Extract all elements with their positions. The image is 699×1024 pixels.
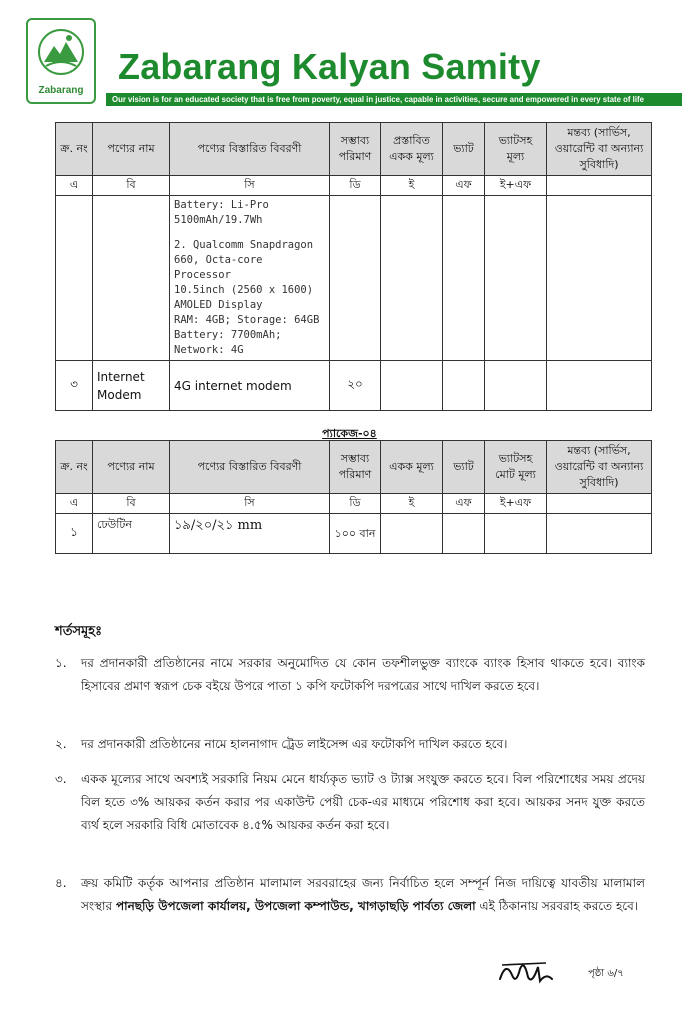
header-cell: একক মূল্য bbox=[381, 441, 443, 494]
code-cell: সি bbox=[170, 176, 330, 196]
product-name-cell: Internet Modem bbox=[93, 361, 170, 411]
header-cell: পণ্যের নাম bbox=[93, 441, 170, 494]
header-cell: মন্তব্য (সার্ভিস, ওয়ারেন্টি বা অন্যান্য সুবিধাদি) bbox=[547, 441, 652, 494]
condition-item bbox=[55, 768, 645, 837]
code-cell: ডি bbox=[330, 176, 381, 196]
condition-item bbox=[55, 733, 645, 756]
code-cell: বি bbox=[93, 176, 170, 196]
header-cell: মন্তব্য (সার্ভিস, ওয়ারেন্টি বা অন্যান্য সুবিধাদি) bbox=[547, 123, 652, 176]
code-cell bbox=[547, 494, 652, 514]
quantity-cell: ২০ bbox=[330, 361, 381, 411]
header-cell: পণ্যের বিস্তারিত বিবরণী bbox=[170, 441, 330, 494]
logo-emblem-icon bbox=[36, 26, 86, 84]
code-cell: ই bbox=[381, 494, 443, 514]
conditions-title: শর্তসমূহঃ bbox=[55, 624, 103, 639]
condition-number: ৩. bbox=[55, 772, 67, 786]
vision-banner: Our vision is for an educated society that is free from poverty, equal in justice, capable in activities, secure and empowered in every state of life bbox=[106, 93, 682, 106]
code-cell: ই+এফ bbox=[485, 494, 547, 514]
code-cell: এফ bbox=[443, 176, 485, 196]
header-cell: ভ্যাটসহ মূল্য bbox=[485, 123, 547, 176]
serial-cell: ৩ bbox=[56, 361, 93, 411]
signature-icon bbox=[496, 955, 556, 991]
table-row bbox=[56, 361, 652, 411]
package-title: প্যাকেজ-০৪ bbox=[322, 427, 377, 440]
table-row bbox=[56, 196, 652, 361]
header-cell: ক্র. নং bbox=[56, 441, 93, 494]
condition-text: একক মূল্যের সাথে অবশ্যই সরকারি নিয়ম মেনে ধার্য্যকৃত ভ্যাট ও ট্যাক্স সংযুক্ত করতে হবে। বিল পরিশোধের সময় প্রদেয় বিল হতে ৩% আয়কর কর্তন করার পর একাউন্ট পেয়ী চেক-এর মাধ্যমে পরিশোধ করা হবে। আয়কর সনদ যুক্ত করতে ব্যর্থ হলে সরকারি বিধি মোতাবেক ৪.৫% আয়কর কর্তন করা হবে। bbox=[81, 772, 645, 832]
table-header-row bbox=[56, 441, 652, 494]
header-cell: প্রস্তাবিত একক মূল্য bbox=[381, 123, 443, 176]
condition-text: দর প্রদানকারী প্রতিষ্ঠানের নামে হালনাগাদ ট্রেড লাইসেন্স এর ফটোকপি দাখিল করতে হবে। bbox=[81, 737, 508, 751]
page-number: পৃষ্ঠা ৬/৭ bbox=[588, 968, 624, 979]
serial-cell: ১ bbox=[56, 514, 93, 554]
product-description-cell: 4G internet modem bbox=[170, 361, 330, 411]
quantity-cell: ১০০ বান bbox=[330, 514, 381, 554]
table-header-row bbox=[56, 123, 652, 176]
header-cell: পণ্যের বিস্তারিত বিবরণী bbox=[170, 123, 330, 176]
spec-description-cell bbox=[170, 196, 330, 361]
code-cell: ই bbox=[381, 176, 443, 196]
header-cell: ভ্যাট bbox=[443, 441, 485, 494]
header-cell: সম্ভাব্য পরিমাণ bbox=[330, 441, 381, 494]
delivery-address: পানছড়ি উপজেলা কার্যালয়, উপজেলা কম্পাউন্ড, খাগড়াছড়ি পার্বত্য জেলা bbox=[115, 899, 476, 913]
condition-text: ক্রয় কমিটি কর্তৃক আপনার প্রতিষ্ঠান মালামাল সরবরাহের জন্য নির্বাচিত হলে সম্পূর্ন নিজ দায়িত্বে যাবতীয় মালামাল সংস্থার পানছড়ি উপজেলা কার্যালয়, উপজেলা কম্পাউন্ড, খাগড়াছড়ি পার্বত্য জেলা এই ঠিকানায় সরবরাহ করতে হবে। bbox=[81, 876, 645, 913]
package-04-table bbox=[55, 440, 652, 554]
condition-number: ১. bbox=[55, 656, 67, 670]
column-code-row bbox=[56, 494, 652, 514]
condition-item bbox=[55, 872, 645, 918]
code-cell bbox=[547, 176, 652, 196]
organization-logo bbox=[26, 18, 96, 104]
header-cell: পণ্যের নাম bbox=[93, 123, 170, 176]
code-cell: বি bbox=[93, 494, 170, 514]
logo-label: Zabarang bbox=[38, 85, 84, 96]
code-cell: ই+এফ bbox=[485, 176, 547, 196]
code-cell: এফ bbox=[443, 494, 485, 514]
condition-number: ৪. bbox=[55, 876, 67, 890]
header-cell: ভ্যাট bbox=[443, 123, 485, 176]
code-cell: এ bbox=[56, 494, 93, 514]
product-name-cell: ঢেউটিন bbox=[93, 514, 170, 554]
organization-name: Zabarang Kalyan Samity bbox=[118, 46, 541, 87]
code-cell: ডি bbox=[330, 494, 381, 514]
condition-number: ২. bbox=[55, 737, 67, 751]
condition-text: দর প্রদানকারী প্রতিষ্ঠানের নামে সরকার অনুমোদিত যে কোন তফশীলভুক্ত ব্যাংকে ব্যাংক হিসাব থাকতে হবে। ব্যাংক হিসাবের প্রমাণ স্বরূপ চেক বইয়ে উপরে পাতা ১ কপি ফটোকপি দরপত্রের সাথে দাখিল করতে হবে। bbox=[81, 656, 645, 693]
code-cell: এ bbox=[56, 176, 93, 196]
header-cell: সম্ভাব্য পরিমাণ bbox=[330, 123, 381, 176]
spec-block: Battery: Li-Pro 5100mAh/19.7Wh bbox=[174, 199, 269, 226]
code-cell: সি bbox=[170, 494, 330, 514]
products-table-continued bbox=[55, 122, 652, 411]
table-row bbox=[56, 514, 652, 554]
product-description-cell: ১৯/২০/২১ mm bbox=[170, 514, 330, 554]
column-code-row bbox=[56, 176, 652, 196]
header-cell: ভ্যাটসহ মোট মূল্য bbox=[485, 441, 547, 494]
header-cell: ক্র. নং bbox=[56, 123, 93, 176]
condition-item bbox=[55, 652, 645, 698]
spec-block: 2. Qualcomm Snapdragon 660, Octa-core Processor 10.5inch (2560 x 1600) AMOLED Display RAM: 4GB; Storage: 64GB Battery: 7700mAh; Network: 4G bbox=[174, 239, 320, 356]
